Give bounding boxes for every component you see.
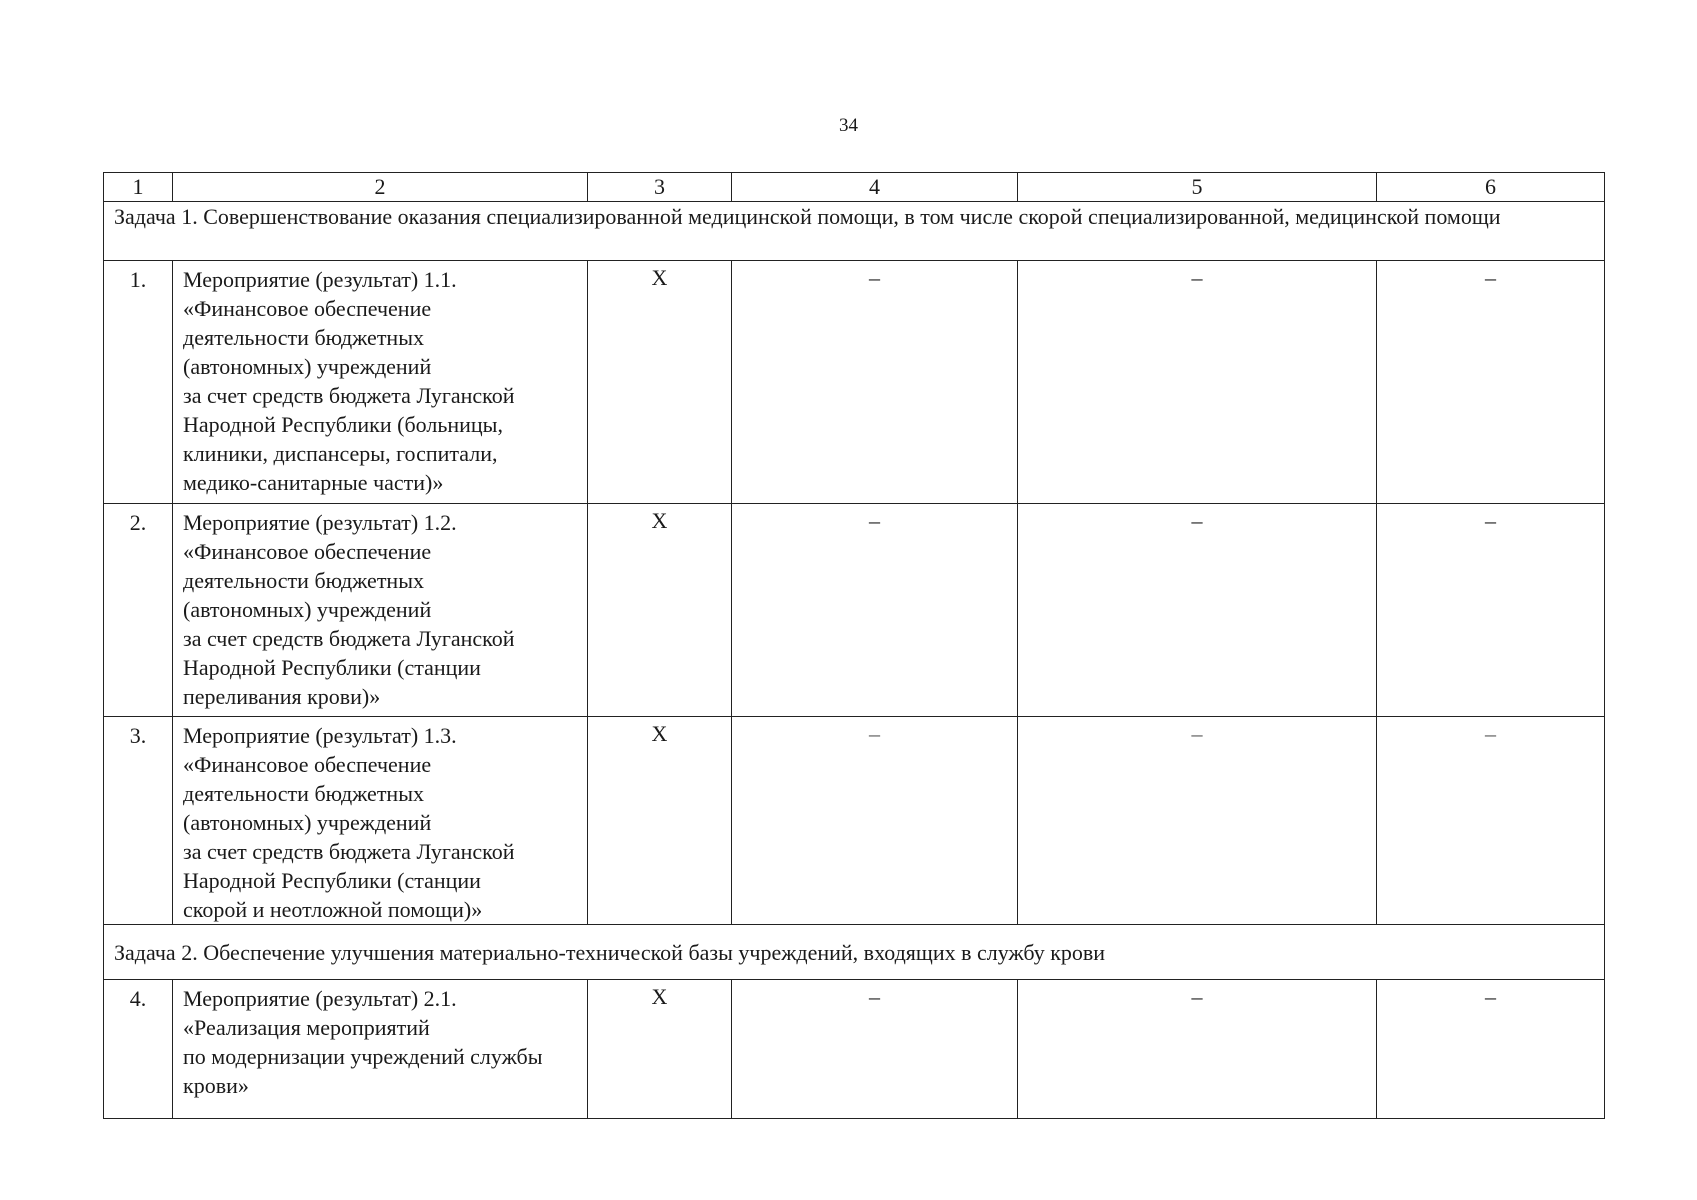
col4-value: – [732, 261, 1018, 504]
column-header-4: 4 [732, 173, 1018, 202]
measure-line: медико-санитарные части)» [183, 470, 444, 495]
col5-value: – [1018, 717, 1377, 925]
column-header-5: 5 [1018, 173, 1377, 202]
column-header-6: 6 [1377, 173, 1605, 202]
col5-value: – [1018, 504, 1377, 717]
measure-line: переливания крови)» [183, 684, 381, 709]
measure-line: скорой и неотложной помощи)» [183, 897, 483, 922]
measures-table [103, 172, 1605, 1119]
task-title: Задача 2. Обеспечение улучшения материально-технической базы учреждений, входящих в службу крови [104, 925, 1605, 980]
col6-value: – [1377, 261, 1605, 504]
measure-line: за счет средств бюджета Луганской [183, 839, 515, 864]
col4-value: – [732, 504, 1018, 717]
measure-line: (автономных) учреждений [183, 597, 432, 622]
col6-value: – [1377, 717, 1605, 925]
table-row [104, 717, 1605, 925]
measure-line: «Финансовое обеспечение [183, 752, 432, 777]
measure-line: Народной Республики (станции [183, 868, 481, 893]
measure-description [173, 504, 588, 717]
col3-value: X [588, 717, 732, 925]
task-title: Задача 1. Совершенствование оказания специализированной медицинской помощи, в том числе скорой специализированной, медицинской помощи [104, 202, 1605, 261]
measure-line: за счет средств бюджета Луганской [183, 626, 515, 651]
measure-description [173, 717, 588, 925]
measure-line: Народной Республики (больницы, [183, 412, 503, 437]
measure-line: «Финансовое обеспечение [183, 539, 432, 564]
col4-value: – [732, 717, 1018, 925]
measure-line: Народной Республики (станции [183, 655, 481, 680]
col6-value: – [1377, 980, 1605, 1119]
measure-line: Мероприятие (результат) 1.1. [183, 267, 457, 292]
column-header-3: 3 [588, 173, 732, 202]
table-row [104, 504, 1605, 717]
column-number-row [104, 173, 1605, 202]
measure-line: деятельности бюджетных [183, 568, 424, 593]
col4-value: – [732, 980, 1018, 1119]
measure-line: Мероприятие (результат) 2.1. [183, 986, 457, 1011]
measure-line: «Финансовое обеспечение [183, 296, 432, 321]
measure-line: по модернизации учреждений службы [183, 1044, 543, 1069]
table-row [104, 261, 1605, 504]
col6-value: – [1377, 504, 1605, 717]
measure-line: деятельности бюджетных [183, 325, 424, 350]
col3-value: X [588, 980, 732, 1119]
row-number: 4. [104, 980, 173, 1119]
measure-description [173, 980, 588, 1119]
measure-line: (автономных) учреждений [183, 354, 432, 379]
measure-line: за счет средств бюджета Луганской [183, 383, 515, 408]
measure-line: деятельности бюджетных [183, 781, 424, 806]
measure-line: клиники, диспансеры, госпитали, [183, 441, 498, 466]
col5-value: – [1018, 261, 1377, 504]
measure-line: (автономных) учреждений [183, 810, 432, 835]
measure-description [173, 261, 588, 504]
measure-line: крови» [183, 1073, 249, 1098]
column-header-1: 1 [104, 173, 173, 202]
measure-line: Мероприятие (результат) 1.2. [183, 510, 457, 535]
column-header-2: 2 [173, 173, 588, 202]
task-row [104, 202, 1605, 261]
table-row [104, 980, 1605, 1119]
col3-value: X [588, 261, 732, 504]
measure-line: «Реализация мероприятий [183, 1015, 430, 1040]
measure-line: Мероприятие (результат) 1.3. [183, 723, 457, 748]
col5-value: – [1018, 980, 1377, 1119]
task-row [104, 925, 1605, 980]
page-number: 34 [839, 115, 858, 136]
row-number: 1. [104, 261, 173, 504]
row-number: 3. [104, 717, 173, 925]
row-number: 2. [104, 504, 173, 717]
col3-value: X [588, 504, 732, 717]
